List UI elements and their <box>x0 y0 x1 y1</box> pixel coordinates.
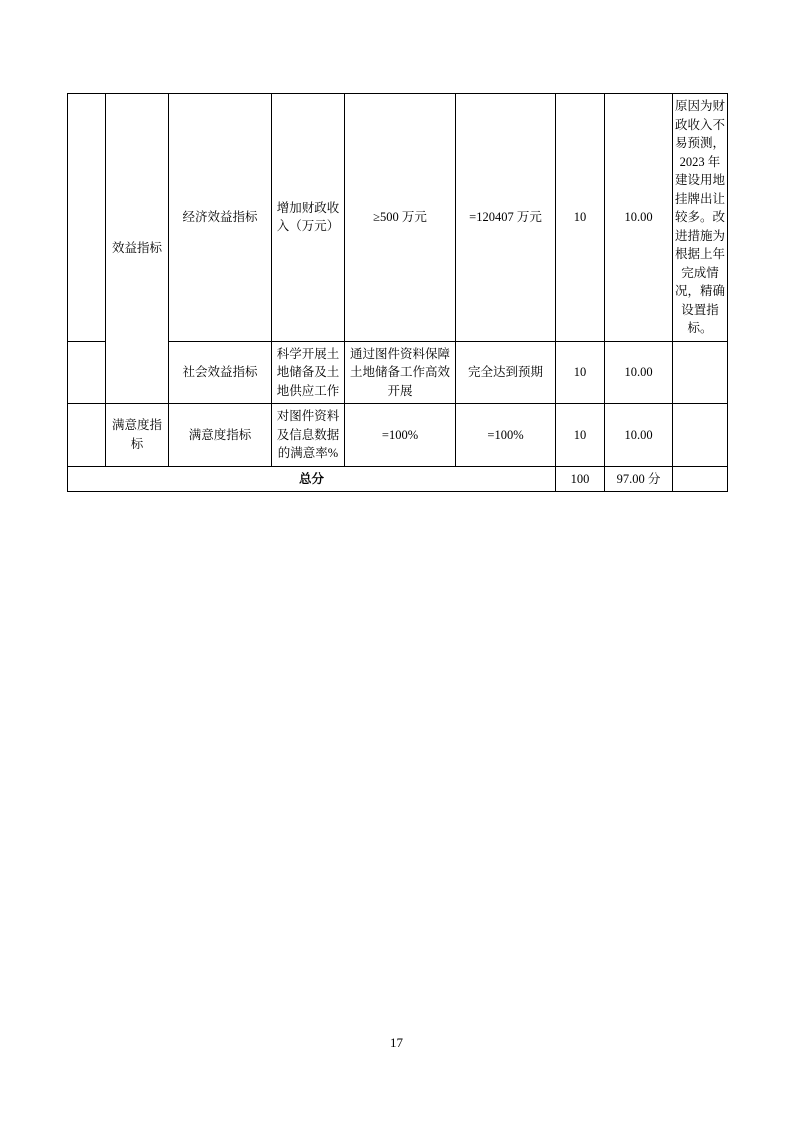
cell-indicator-type: 社会效益指标 <box>169 341 272 404</box>
cell-weight: 10 <box>556 94 605 342</box>
performance-indicator-table <box>67 93 728 492</box>
cell-remark <box>673 341 728 404</box>
cell-total-weight: 100 <box>556 466 605 492</box>
cell-actual-value: =100% <box>456 404 556 467</box>
cell-total-remark <box>673 466 728 492</box>
cell-score: 10.00 <box>605 404 673 467</box>
cell-indicator-type: 经济效益指标 <box>169 94 272 342</box>
cell-target-value: 通过图件资料保障土地储备工作高效开展 <box>345 341 456 404</box>
cell-score: 10.00 <box>605 341 673 404</box>
cell-category-label: 效益指标 <box>106 94 169 404</box>
table-row <box>68 404 728 467</box>
cell-actual-value: 完全达到预期 <box>456 341 556 404</box>
cell-score: 10.00 <box>605 94 673 342</box>
page-number: 17 <box>390 1035 403 1050</box>
cell-weight: 10 <box>556 404 605 467</box>
cell-target-value: ≥500 万元 <box>345 94 456 342</box>
cell-category-benefit-2 <box>68 341 106 404</box>
cell-indicator-type: 满意度指标 <box>169 404 272 467</box>
cell-category-blank <box>68 404 106 467</box>
cell-category-label: 满意度指标 <box>106 404 169 467</box>
table-row <box>68 94 728 342</box>
cell-actual-value: =120407 万元 <box>456 94 556 342</box>
cell-category-benefit <box>68 94 106 342</box>
cell-indicator-name: 增加财政收入（万元） <box>272 94 345 342</box>
cell-remark <box>673 404 728 467</box>
cell-weight: 10 <box>556 341 605 404</box>
cell-indicator-name: 对图件资料及信息数据的满意率% <box>272 404 345 467</box>
cell-indicator-name: 科学开展土地储备及土地供应工作 <box>272 341 345 404</box>
cell-total-score: 97.00 分 <box>605 466 673 492</box>
cell-total-label: 总分 <box>68 466 556 492</box>
cell-remark: 原因为财政收入不易预测，2023 年建设用地挂牌出让较多。改进措施为根据上年完成情况，精确设置指标。 <box>673 94 728 342</box>
table-total-row <box>68 466 728 492</box>
cell-target-value: =100% <box>345 404 456 467</box>
